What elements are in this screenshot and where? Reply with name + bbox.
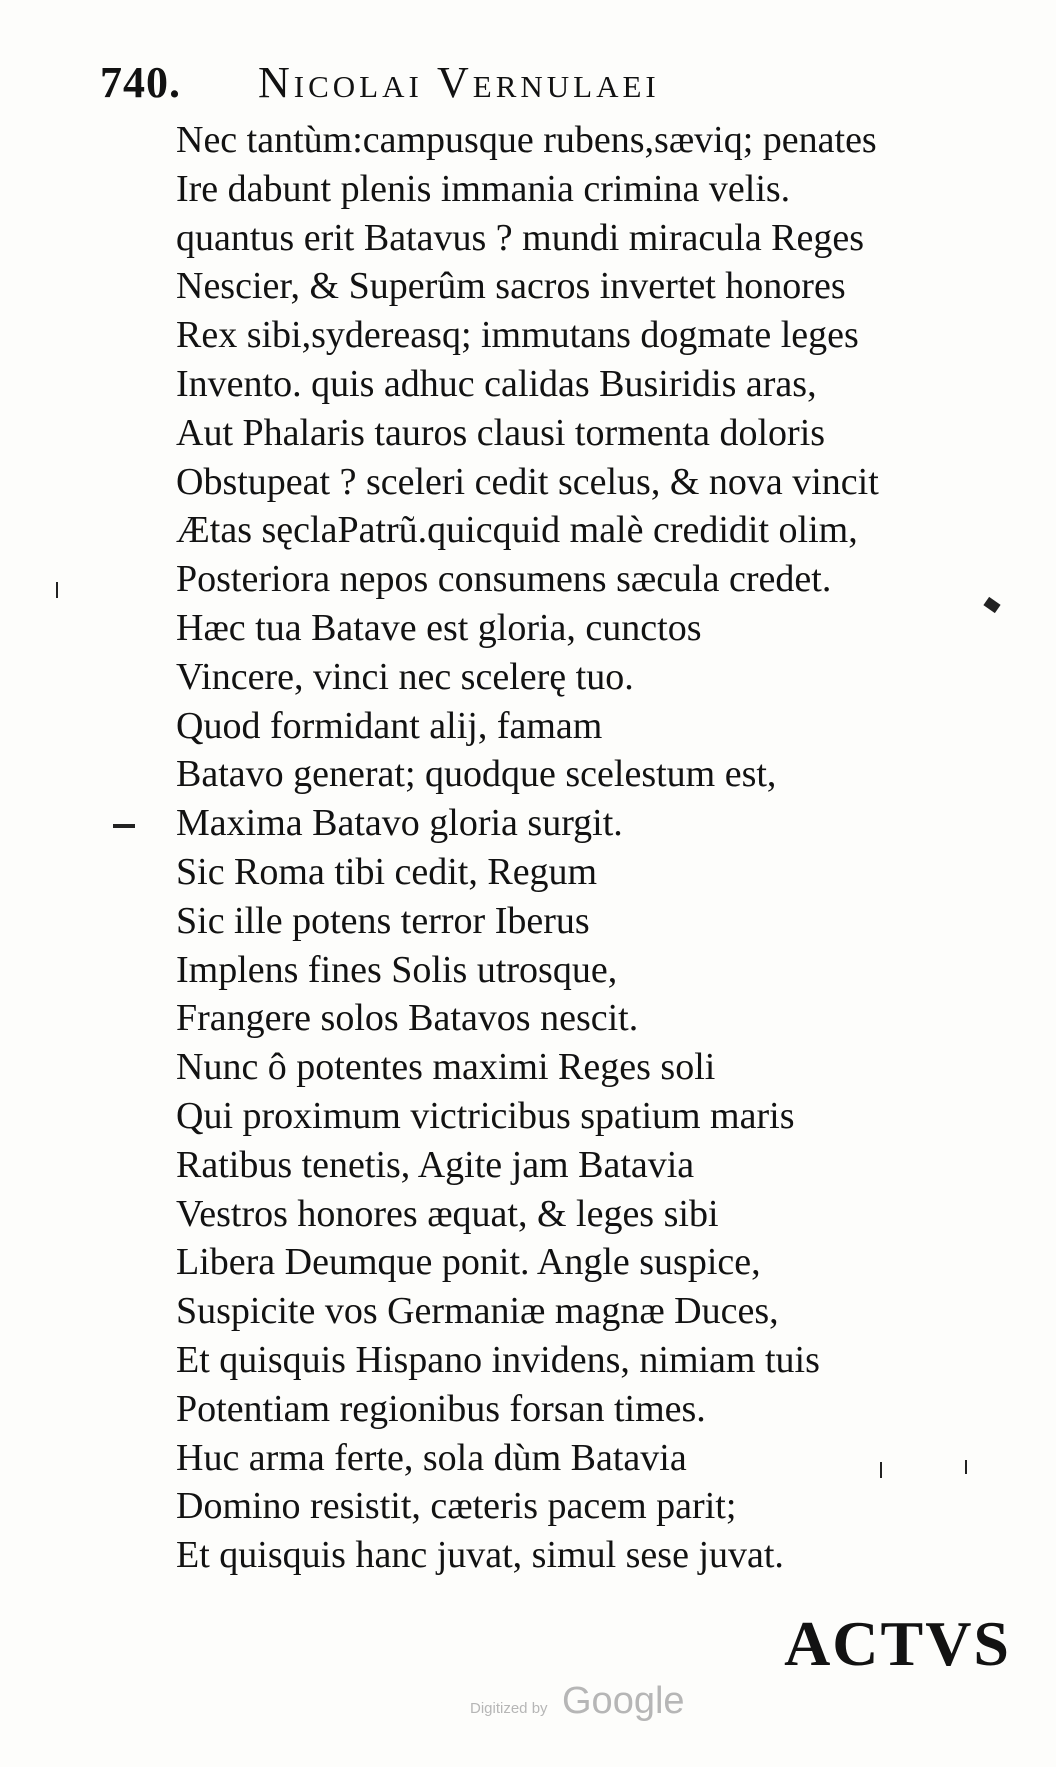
verse-line: Implens fines Solis utrosque, [176,948,618,991]
verse-line: Batavo generat; quodque scelestum est, [176,753,777,796]
running-head: Nicolai Vernulaei [258,58,660,107]
verse-line: Huc arma ferte, sola dùm Batavia [176,1436,687,1479]
verse-line: Domino resistit, cæteris pacem parit; [176,1485,737,1528]
google-wordmark: Google [562,1680,685,1722]
margin-tick-mark [880,1462,882,1478]
verse-line: Rex sibi,sydereasq; immutans dogmate leges [176,314,859,357]
verse-line: quantus erit Batavus ? mundi miracula Reges [176,216,865,259]
verse-line: Nunc ô potentes maximi Reges soli [176,1046,716,1089]
verse-line: Invento. quis adhuc calidas Busiridis aras, [176,362,817,405]
verse-line: Nec tantùm:campusque rubens,sæviq; penates [176,119,877,161]
verse-line: Qui proximum victricibus spatium maris [176,1094,795,1137]
verse-line: Ætas sęclaPatrũ.quicquid malè credidit olim, [176,509,858,552]
verse-line: Sic ille potens terror Iberus [176,899,590,942]
digitized-watermark [470,1680,710,1720]
verse-line: Posteriora nepos consumens sæcula credet. [176,558,832,601]
verse-text [176,116,1026,1580]
verse-line: Frangere solos Batavos nescit. [176,997,639,1040]
verse-line: Vestros honores æquat, & leges sibi [176,1192,719,1235]
catchword: ACTVS [784,1608,1011,1679]
verse-line: Sic Roma tibi cedit, Regum [176,850,598,893]
verse-line: Ire dabunt plenis immania crimina velis. [176,167,791,210]
verse-line: Quod formidant alij, famam [176,704,603,747]
verse-line: Nescier, & Superûm sacros invertet honores [176,265,846,308]
margin-tick-mark [965,1460,967,1474]
verse-line: Et quisquis Hispano invidens, nimiam tuis [176,1338,820,1381]
digitized-label: Digitized by [470,1700,548,1717]
margin-tick-mark [56,582,58,598]
verse-line: Obstupeat ? sceleri cedit scelus, & nova vincit [176,460,879,503]
page-header [100,58,1000,108]
verse-line: Et quisquis hanc juvat, simul sese juvat. [176,1534,784,1577]
page-number: 740. [100,58,181,107]
verse-line: Vincere, vinci nec scelerę tuo. [176,655,634,698]
verse-line: Ratibus tenetis, Agite jam Batavia [176,1143,695,1186]
verse-line: Maxima Batavo gloria surgit. [176,802,623,845]
verse-line: Libera Deumque ponit. Angle suspice, [176,1241,761,1284]
verse-line: Aut Phalaris tauros clausi tormenta doloris [176,411,826,454]
verse-line: Potentiam regionibus forsan times. [176,1387,706,1430]
verse-line: Hæc tua Batave est gloria, cunctos [176,606,702,649]
margin-dash-mark [113,824,135,828]
verse-line: Suspicite vos Germaniæ magnæ Duces, [176,1290,779,1333]
